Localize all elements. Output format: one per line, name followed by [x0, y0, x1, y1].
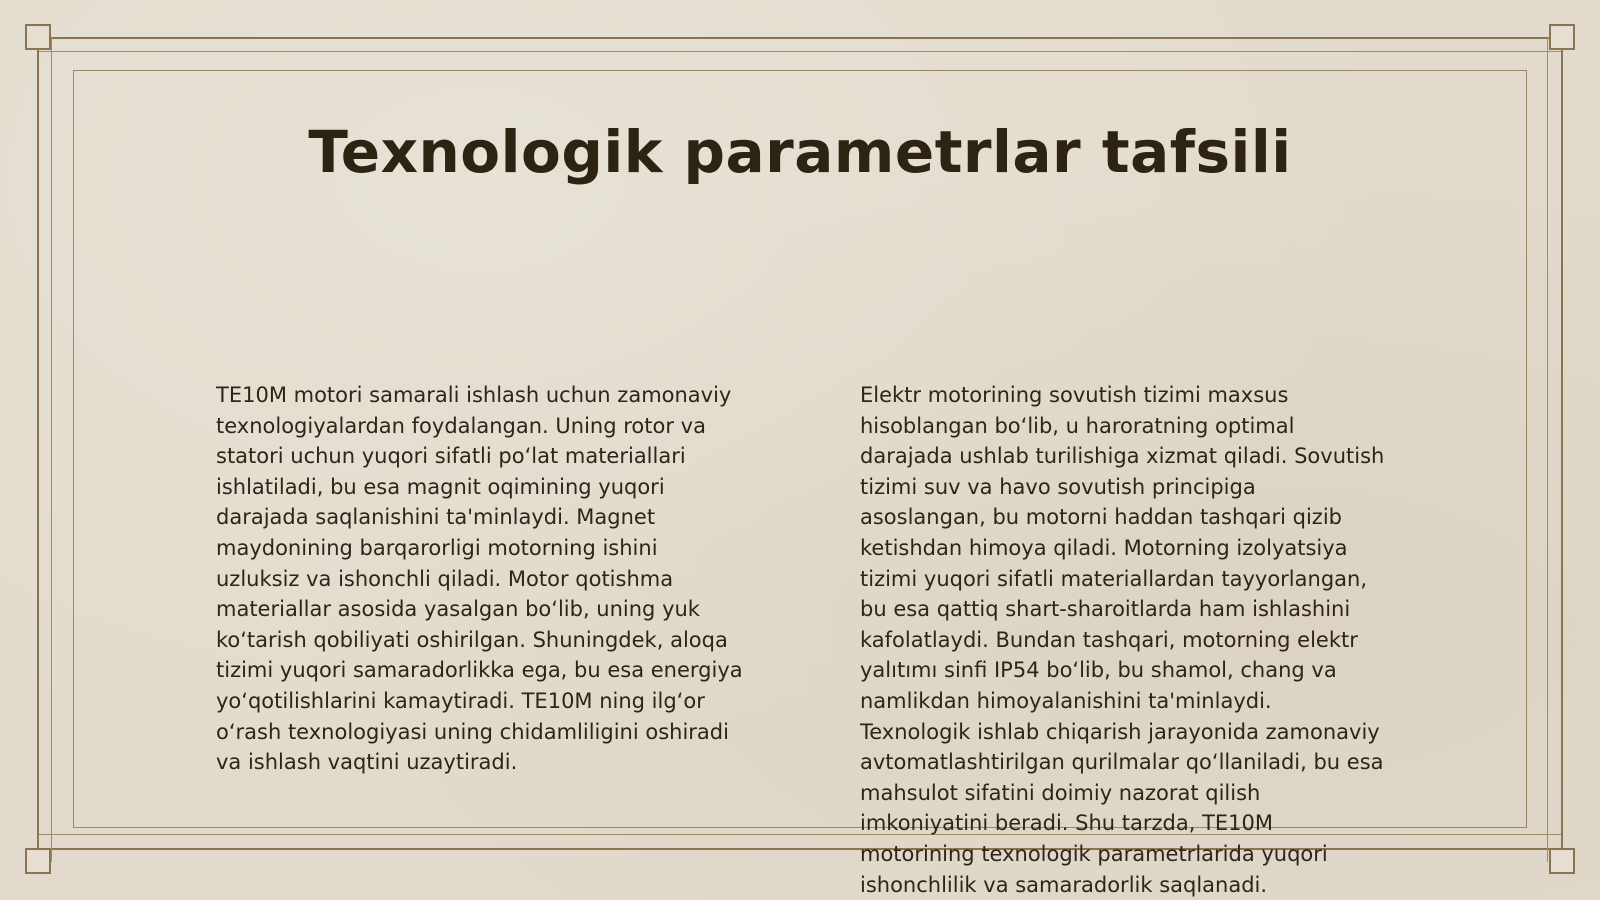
frame-corner-top-left: [25, 24, 51, 50]
frame-corner-top-right: [1549, 24, 1575, 50]
right-text-column: Elektr motorining sovutish tizimi maxsus hisoblangan bo‘lib, u haroratning optimal darajada ushlab turilishiga xizmat qiladi. Sovutish tizimi suv va havo sovutish principiga asoslangan, bu motorni haddan tashqari qizib ketishdan himoya qiladi. Motorning izolyatsiya tizimi yuqori sifatli materiallardan tayyorlangan, bu esa qattiq shart-sharoitlarda ham ishlashini kafolatlaydi. Bundan tashqari, motorning elektr yalıtımı sinfi IP54 bo‘lib, bu shamol, chang va namlikdan himoyalanishini ta'minlaydi. Texnologik ishlab chiqarish jarayonida zamonaviy avtomatlashtirilgan qurilmalar qo‘llaniladi, bu esa mahsulot sifatini doimiy nazorat qilish imkoniyatini beradi. Shu tarzda, TE10M motorining texnologik parametrlarida yuqori ishonchlilik va samaradorlik saqlanadi.: [860, 383, 1385, 897]
frame-corner-bottom-left: [25, 848, 51, 874]
left-text-column: TE10M motori samarali ishlash uchun zamonaviy texnologiyalardan foydalangan. Uning rotor va statori uchun yuqori sifatli po‘lat materiallari ishlatiladi, bu esa magnit oqimining yuqori darajada saqlanishini ta'minlaydi. Magnet maydonining barqarorligi motorning ishini uzluksiz va ishonchli qiladi. Motor qotishma materiallar asosida yasalgan bo‘lib, uning yuk ko‘tarish qobiliyati oshirilgan. Shuningdek, aloqa tizimi yuqori samaradorlikka ega, bu esa energiya yo‘qotilishlarini kamaytiradi. TE10M ning ilg‘or o‘rash texnologiyasi uning chidamliligini oshiradi va ishlash vaqtini uzaytiradi.: [216, 383, 743, 775]
slide-title: Texnologik parametrlar tafsili: [308, 118, 1292, 186]
frame-top-outer-line: [38, 37, 1562, 39]
frame-corner-bottom-right: [1549, 848, 1575, 874]
frame-top-inner-line: [38, 51, 1562, 52]
